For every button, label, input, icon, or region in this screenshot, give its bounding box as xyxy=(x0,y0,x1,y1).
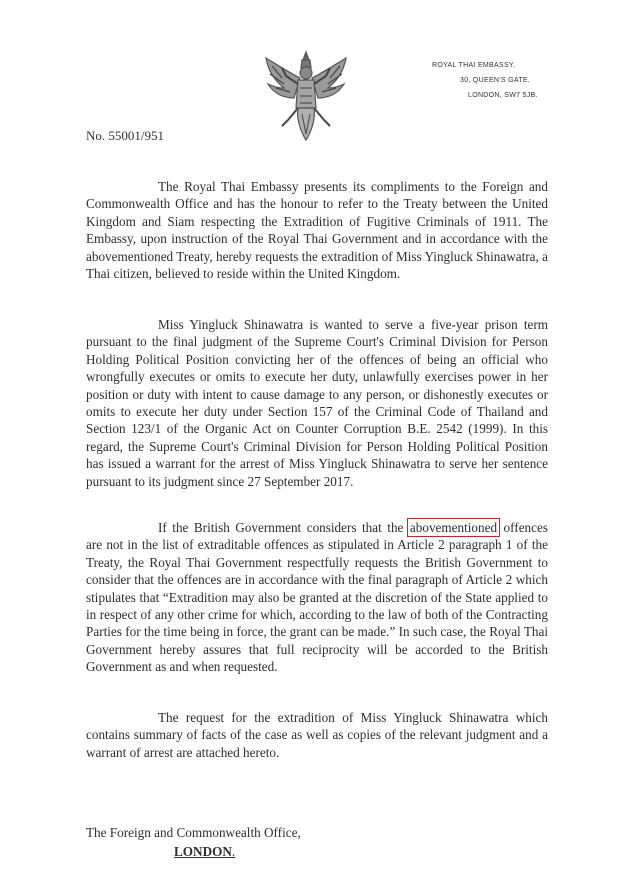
recipient-block xyxy=(86,825,301,860)
paragraph-conviction: Miss Yingluck Shinawatra is wanted to serve a five-year prison term pursuant to the final judgment of the Supreme Court's Criminal Division for Person Holding Political Position convicting her of the offences of being an official who wrongfully executes or omits to execute her duty, unlawfully exercises power in her position or duty with intent to cause damage to any person, or dishonestly executes or omits to execute her duty under Section 157 of the Criminal Code of Thailand and Section 123/1 of the Organic Act on Counter Corruption B.E. 2542 (1999). In this regard, the Supreme Court's Criminal Division for Person Holding Political Position has issued a warrant for the arrest of Miss Yingluck Shinawatra to serve her sentence pursuant to its judgment since 27 September 2017. xyxy=(86,317,548,489)
highlighted-word: abovementioned xyxy=(409,520,498,535)
embassy-city: LONDON, SW7 5JB. xyxy=(468,92,538,99)
paragraph-attachments: The request for the extradition of Miss Yingluck Shinawatra which contains summary of facts of the case as well as copies of the relevant judgment and a warrant of arrest are attached hereto. xyxy=(86,710,548,760)
period: . xyxy=(231,844,236,859)
embassy-street: 30, QUEEN'S GATE, xyxy=(460,77,531,84)
paragraph-introduction: The Royal Thai Embassy presents its compliments to the Foreign and Commonwealth Office and has the honour to refer to the Treaty between the United Kingdom and Siam respecting the Extradition of Fugitive Criminals of 1911. The Embassy, upon instruction of the Royal Thai Government and in accordance with the abovementioned Treaty, hereby requests the extradition of Miss Yingluck Shinawatra, a Thai citizen, believed to reside within the United Kingdom. xyxy=(86,179,548,282)
recipient-name: The Foreign and Commonwealth Office, xyxy=(86,825,301,840)
recipient-city-text: LONDON xyxy=(174,844,232,859)
reference-number: No. 55001/951 xyxy=(86,128,164,143)
paragraph-treaty-article xyxy=(86,519,548,676)
embassy-name: ROYAL THAI EMBASSY, xyxy=(432,62,516,69)
paragraph-text: If the British Government considers that the xyxy=(158,520,409,535)
recipient-city xyxy=(174,844,301,860)
garuda-emblem-icon xyxy=(258,48,354,144)
paragraph-text: offences are not in the list of extraditable offences as stipulated in Article 2 paragraph 1 of the Treaty, the Royal Thai Government respectfully requests the British Government to consider that the offences are in accordance with the final paragraph of Article 2 which stipulates that “Extradition may also be granted at the discretion of the State applied to in respect of any other crime for which, according to the law of both of the Contracting Parties for the time being in force, the grant can be made.” In such case, the Royal Thai Government hereby assures that full reciprocity will be accorded to the British Government as and when requested. xyxy=(86,520,548,675)
